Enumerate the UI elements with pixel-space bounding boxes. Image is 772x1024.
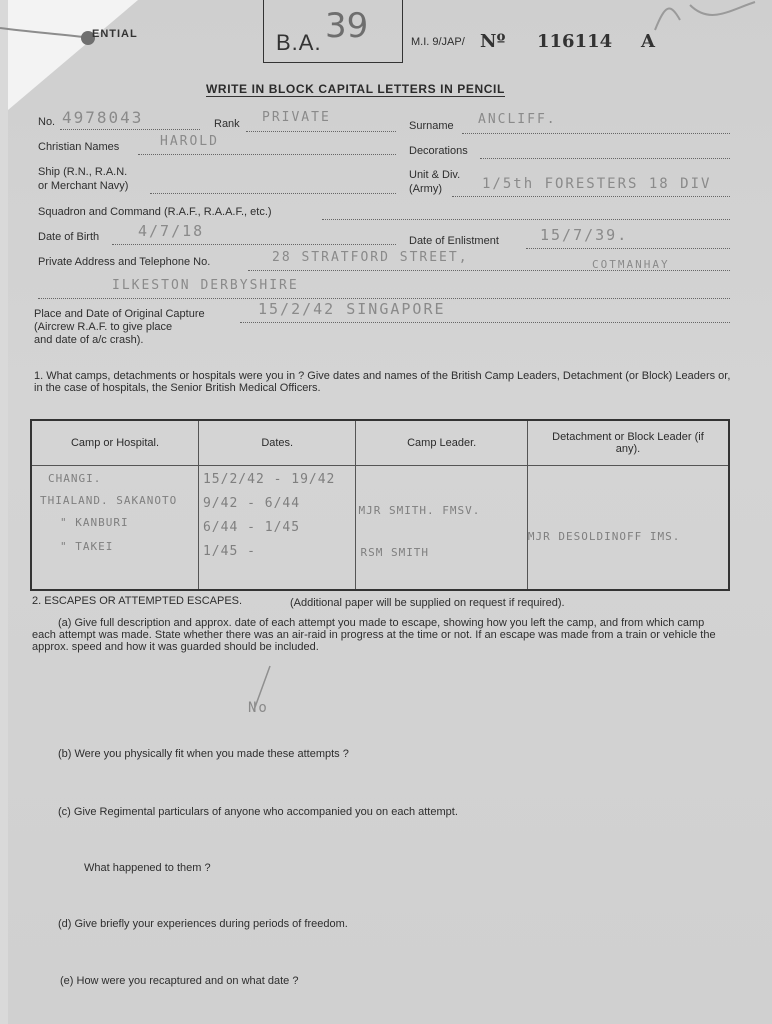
camps-table — [30, 419, 730, 591]
serial-number: 116114 — [537, 31, 613, 52]
classification-stamp: ENTIAL — [92, 28, 138, 40]
squadron-label: Squadron and Command (R.A.F., R.A.A.F., etc.) — [38, 206, 272, 218]
form-reference: M.I. 9/JAP/ — [411, 36, 465, 48]
dob-label: Date of Birth — [38, 231, 100, 243]
question-2c: (c) Give Regimental particulars of anyone who accompanied you on each attempt. — [58, 806, 458, 818]
answer-stroke — [248, 664, 278, 714]
unit-label-line1: Unit & Div. — [409, 169, 461, 181]
enlistment-label: Date of Enlistment — [409, 235, 499, 247]
leader-row-2: MJR SMITH. FMSV. — [358, 504, 481, 517]
col-header-dates: Dates. — [198, 420, 355, 466]
series-letter: A — [641, 31, 655, 52]
ba-number: 39 — [325, 6, 369, 46]
decorations-label: Decorations — [409, 145, 468, 157]
section-2-heading: 2. ESCAPES OR ATTEMPTED ESCAPES. — [32, 595, 243, 607]
number-prefix: Nº — [480, 31, 506, 52]
address-line1-town: COTMANHAY — [592, 258, 670, 271]
corner-scribble — [650, 0, 760, 40]
ba-label: B.A. — [276, 30, 322, 55]
question-2a: (a) Give full description and approx. date of each attempt you made to escape, showing how you left the camp, and from which camp each attempt was made. State whether there was an air-raid in progress at the time or not. If an escape was made from a train or vehicle the approx. speed and how it was guarded should be included. — [32, 617, 716, 653]
col-header-camp: Camp or Hospital. — [31, 420, 198, 466]
camps-cell — [31, 466, 198, 591]
dates-row-3: 6/44 - 1/45 — [202, 520, 301, 535]
camp-row-2: THIALAND. SAKANOTO — [40, 494, 178, 507]
address-line2: ILKESTON DERBYSHIRE — [112, 278, 299, 293]
address-line1: 28 STRATFORD STREET, — [272, 250, 469, 265]
string-tie — [0, 20, 110, 60]
leader-cell — [356, 466, 527, 591]
christian-names-label: Christian Names — [38, 141, 120, 153]
ship-label-line2: or Merchant Navy) — [38, 180, 129, 192]
enlistment-value: 15/7/39. — [540, 226, 629, 244]
dates-row-4: 1/45 - — [202, 544, 256, 559]
question-2d: (d) Give briefly your experiences during periods of freedom. — [58, 918, 348, 930]
rank-label: Rank — [214, 118, 240, 130]
dates-cell — [198, 466, 355, 591]
col-header-detachment: Detachment or Block Leader (if any). — [527, 420, 729, 466]
col-header-camp-leader: Camp Leader. — [356, 420, 527, 466]
form-title: WRITE IN BLOCK CAPITAL LETTERS IN PENCIL — [206, 82, 505, 96]
section-2-note: (Additional paper will be supplied on request if required). — [290, 597, 565, 609]
detachment-row-3: MJR DESOLDINOFF IMS. — [527, 530, 681, 543]
capture-label-line2: (Aircrew R.A.F. to give place — [34, 321, 173, 333]
detachment-cell — [527, 466, 729, 591]
leader-row-4: RSM SMITH — [360, 546, 430, 559]
dates-row-1: 15/2/42 - 19/42 — [202, 472, 336, 487]
capture-label-line1: Place and Date of Original Capture — [34, 308, 205, 320]
answer-2a: No — [248, 700, 269, 716]
address-label: Private Address and Telephone No. — [38, 256, 211, 268]
dates-row-2: 9/42 - 6/44 — [202, 496, 301, 511]
question-2c-followup: What happened to them ? — [84, 862, 211, 874]
rank-value: PRIVATE — [262, 110, 331, 125]
dob-value: 4/7/18 — [138, 222, 205, 240]
unit-value: 1/5th FORESTERS 18 DIV — [482, 176, 712, 192]
surname-value: ANCLIFF. — [478, 112, 557, 127]
camp-row-1: CHANGI. — [48, 472, 102, 485]
service-number: 4978043 — [62, 108, 144, 127]
capture-value: 15/2/42 SINGAPORE — [258, 300, 446, 318]
question-2e: (e) How were you recaptured and on what date ? — [60, 975, 299, 987]
christian-names-value: HAROLD — [160, 134, 219, 149]
ship-label-line1: Ship (R.N., R.A.N. — [38, 166, 128, 178]
capture-label-line3: and date of a/c crash). — [34, 334, 144, 346]
camp-row-3: " KANBURI — [60, 516, 129, 529]
question-1: 1. What camps, detachments or hospitals were you in ? Give dates and names of the British Camp Leaders, Detachment (or Block) Leaders or, in the case of hospitals, the Senior British Medical Officers. — [34, 370, 731, 394]
question-2b: (b) Were you physically fit when you made these attempts ? — [58, 748, 349, 760]
unit-label-line2: (Army) — [409, 183, 442, 195]
surname-label: Surname — [409, 120, 454, 132]
no-label: No. — [38, 116, 56, 128]
camp-row-4: " TAKEI — [60, 540, 114, 553]
